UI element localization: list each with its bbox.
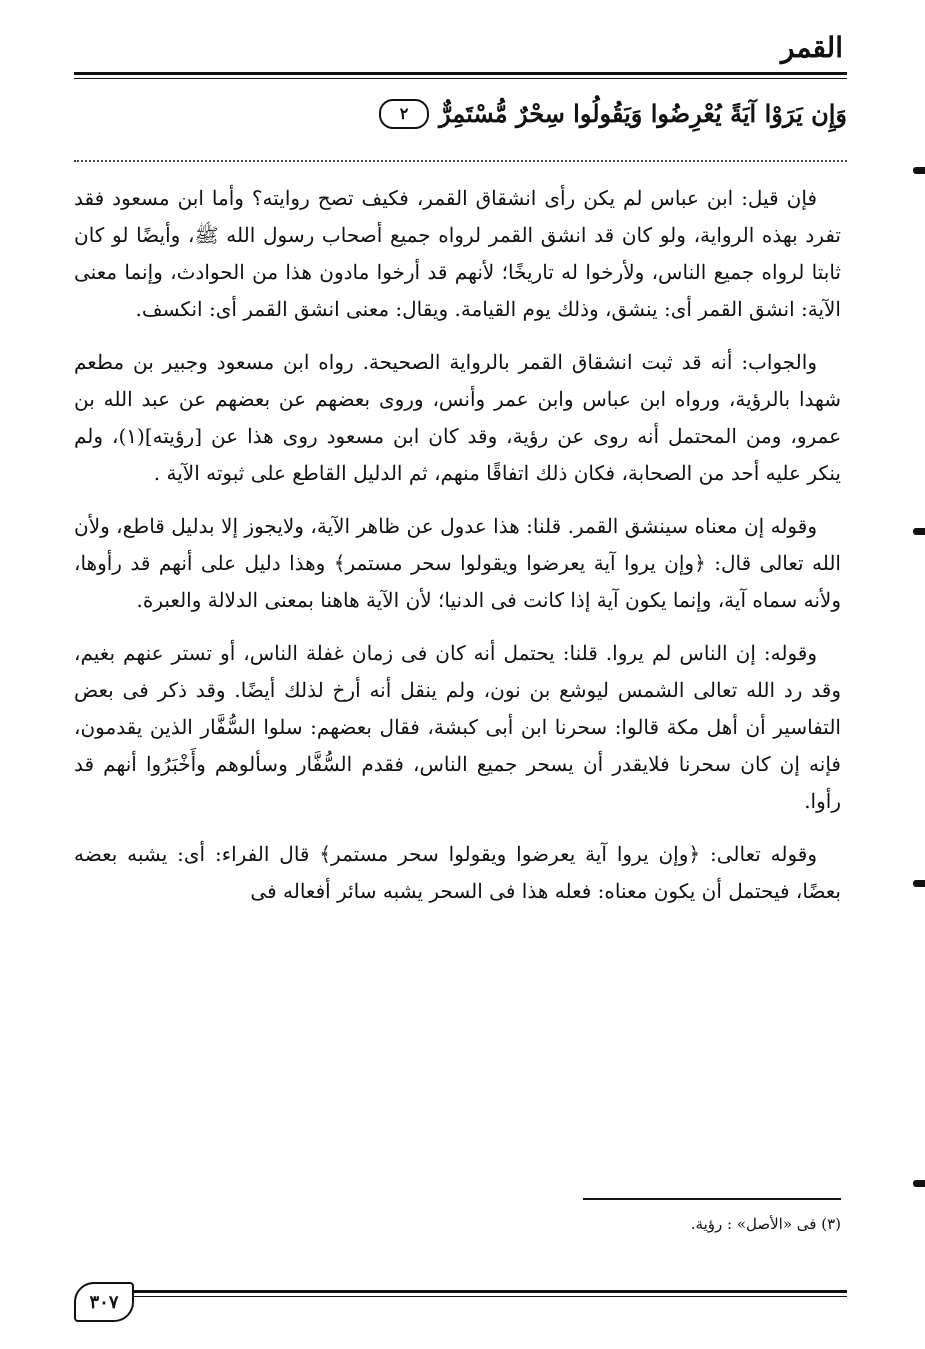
dotted-separator (74, 160, 847, 162)
verse-text: وَإِن يَرَوْا آيَةً يُعْرِضُوا وَيَقُولُوا سِحْرٌ مُّسْتَمِرٌّ (438, 99, 847, 128)
paragraph: والجواب: أنه قد ثبت انشقاق القمر بالرواية الصحيحة. رواه ابن مسعود وجبير بن مطعم شهدا بالرؤية، ورواه ابن عباس وابن عمر وأنس، وروى بعضهم عن بعضهم عن عبد الله بن عمرو، ومن المحتمل أنه روى عن رؤية، وقد كان ابن مسعود روى هذا عن [رؤيته](١)، ولم ينكر عليه أحد من الصحابة، فكان ذلك اتفاقًا منهم، ثم الدليل القاطع على ثبوته الآية . (74, 350, 842, 485)
header-divider (74, 72, 847, 75)
verse-number-ornament (379, 99, 429, 129)
header-divider-thin (74, 78, 847, 79)
margin-tab-mark (913, 1180, 925, 1187)
margin-tab-mark (913, 167, 925, 174)
verse-header (379, 94, 847, 134)
paragraph: وقوله تعالى: ﴿وإن يروا آية يعرضوا ويقولوا سحر مستمر﴾ قال الفراء: أى: يشبه بعضه بعضًا، فيحتمل أن يكون معناه: فعله هذا فى السحر يشبه سائر أفعاله فى (74, 842, 841, 903)
paragraph: فإن قيل: ابن عباس لم يكن رأى انشقاق القمر، فكيف تصح روايته؟ وأما ابن مسعود فقد تفرد بهذه الرواية، ولو كان قد انشق القمر لرواه جميع أصحاب رسول الله ﷺ، وأيضًا لو كان ثابتا لرواه جميع الناس، ولأرخوا له تاريخًا؛ لأنهم قد أرخوا مادون هذا من الحوادث، وإنما معنى الآية: انشق القمر أى: ينشق، وذلك يوم القيامة. ويقال: معنى انشق القمر أى: انكسف. (74, 186, 841, 321)
surah-title: القمر (780, 31, 843, 64)
footnote: (٣) فى «الأصل» : رؤية. (690, 1215, 841, 1233)
verse-number: ٢ (399, 104, 409, 123)
footer-divider (126, 1290, 847, 1293)
paragraph: وقوله إن معناه سينشق القمر. قلنا: هذا عدول عن ظاهر الآية، ولايجوز إلا بدليل قاطع، ولأن الله تعالى قال: ﴿وإن يروا آية يعرضوا ويقولوا سحر مستمر﴾ وهذا دليل على أنهم قد رأوها، ولأنه سماه آية، وإنما يكون آية إذا كانت فى الدنيا؛ لأن الآية هاهنا بمعنى الدلالة والعبرة. (74, 514, 841, 612)
body-text (74, 180, 841, 926)
margin-tab-mark (913, 880, 925, 887)
page-number-badge (74, 1282, 134, 1322)
footer-divider-thin (126, 1296, 847, 1297)
footnote-divider (583, 1198, 841, 1200)
margin-tab-mark (913, 528, 925, 535)
paragraph: وقوله: إن الناس لم يروا. قلنا: يحتمل أنه كان فى زمان غفلة الناس، أو تستر عنهم بغيم، وقد رد الله تعالى الشمس ليوشع بن نون، ولم ينقل أنه أرخ لذلك أيضًا. وقد ذكر فى بعض التفاسير أن أهل مكة قالوا: سحرنا ابن أبى كبشة، فقال بعضهم: سلوا السُّفَّار الذين يقدمون، فإنه إن كان سحرنا فلايقدر أن يسحر جميع الناس، فقدم السُّفَّار وسألوهم وأَخْبَرُوا أنهم قد رأوا. (74, 641, 842, 813)
page-number: ٣٠٧ (89, 1291, 119, 1313)
